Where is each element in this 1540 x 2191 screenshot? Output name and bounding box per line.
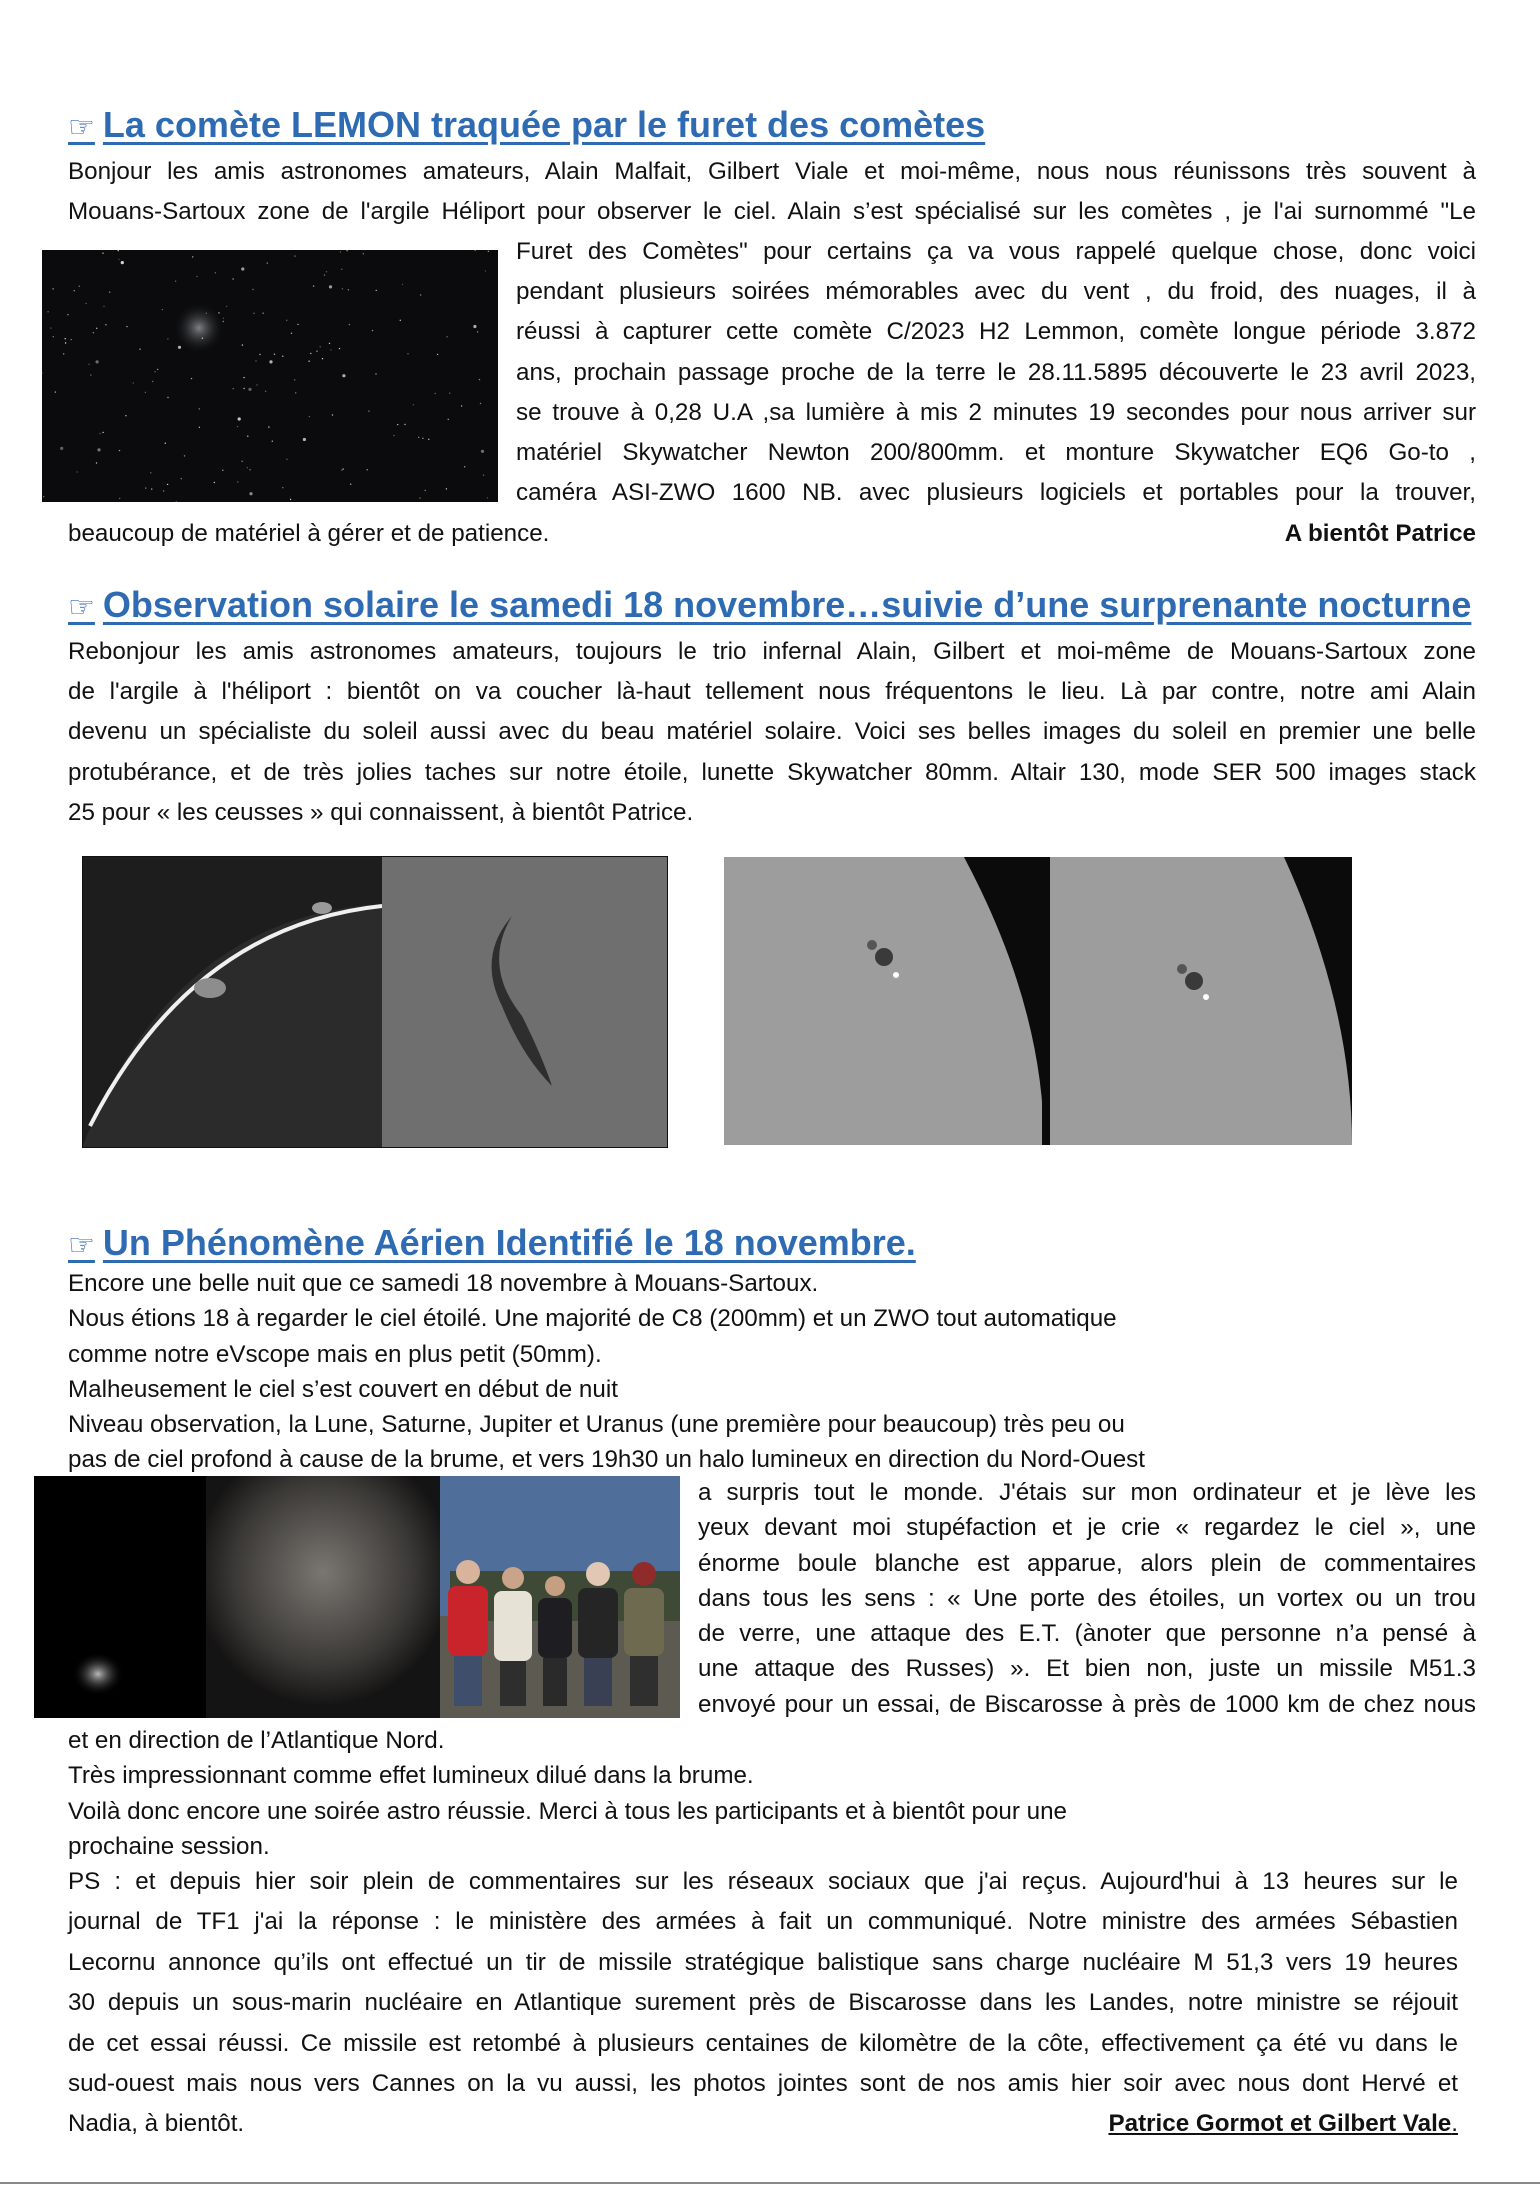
text-line: Nous étions 18 à regarder le ciel étoilé. Une majorité de C8 (200mm) et un ZWO tout automatique — [68, 1305, 1117, 1333]
star — [139, 349, 140, 350]
star — [60, 447, 63, 450]
star — [346, 250, 347, 251]
star — [222, 470, 223, 471]
star — [303, 438, 306, 441]
star — [215, 272, 216, 273]
missile-top-paragraph — [68, 1266, 1368, 1478]
missile-halo-photo — [206, 1476, 440, 1718]
text-line: réussi à capturer cette comète C/2023 H2 Lemmon, comète longue période 3.872 — [516, 318, 1476, 346]
star — [121, 261, 124, 264]
text-line: Rebonjour les amis astronomes amateurs, toujours le trio infernal Alain, Gilbert et moi-même de Mouans-Sartoux zone — [68, 638, 1476, 665]
star — [397, 424, 398, 425]
star — [90, 374, 91, 375]
star — [247, 436, 248, 437]
star — [310, 353, 311, 354]
star — [77, 471, 78, 472]
star — [118, 259, 119, 260]
star — [233, 388, 234, 389]
star — [488, 251, 489, 252]
missile-heading-text: Un Phénomène Aérien Identifié le 18 novembre. — [102, 1222, 916, 1263]
star — [133, 382, 134, 383]
star — [418, 437, 419, 438]
text-line: une attaque des Russes) ». Et bien non, juste un missile M51.3 — [698, 1655, 1476, 1683]
star — [473, 325, 476, 328]
text-line: matériel Skywatcher Newton 200/800mm. et monture Skywatcher EQ6 Go-to , — [516, 439, 1476, 467]
star — [286, 320, 287, 321]
solar-prominence-graphic — [82, 856, 668, 1148]
star — [43, 496, 44, 497]
text-line: sud-ouest mais nous vers Cannes on la vu aussi, les photos jointes sont de nos amis hier soir avec nous dont Hervé et — [68, 2070, 1458, 2098]
star — [175, 281, 176, 282]
missile-glow-graphic — [34, 1476, 206, 1718]
text-line: se trouve à 0,28 U.A ,sa lumière à mis 2 minutes 19 secondes pour nous arriver sur — [516, 398, 1476, 426]
star — [425, 490, 426, 491]
star — [242, 344, 243, 345]
text-line: Bonjour les amis astronomes amateurs, Alain Malfait, Gilbert Viale et moi-même, nous nous réunissons très souvent à — [68, 158, 1476, 185]
star — [428, 439, 429, 440]
star — [85, 303, 86, 304]
solar-section-heading — [68, 584, 1471, 626]
star — [262, 313, 263, 314]
comet-heading-text: La comète LEMON traquée par le furet des comètes — [102, 104, 986, 145]
star — [340, 251, 341, 252]
star — [349, 324, 350, 325]
star — [272, 441, 273, 442]
star — [93, 332, 94, 333]
star — [324, 274, 325, 275]
star — [97, 448, 100, 451]
star — [375, 373, 376, 374]
star — [181, 478, 182, 479]
star — [109, 292, 110, 293]
star — [99, 433, 100, 434]
star — [485, 270, 486, 271]
star — [291, 333, 292, 334]
star — [88, 364, 89, 365]
star — [294, 255, 295, 256]
star — [437, 354, 438, 355]
text-line: PS : et depuis hier soir plein de commentaires sur les réseaux sociaux que j'ai reçus. Aujourd'hui à 13 heures sur le — [68, 1868, 1458, 1895]
text-line: Mouans-Sartoux zone de l'argile Héliport pour observer le ciel. Alain s’est spécialisé sur les comètes , je l'ai surnommé "Le — [68, 198, 1476, 226]
star — [53, 336, 54, 337]
star — [199, 408, 200, 409]
star — [481, 450, 484, 453]
text-line: Lecornu annonce qu’ils ont effectué un tir de missile stratégique balistique sans charge nucléaire M 51,3 vers 19 heures — [68, 1948, 1458, 1976]
star — [154, 371, 155, 372]
text-line: 25 pour « les ceusses » qui connaissent, à bientôt Patrice. — [68, 798, 694, 826]
solar-heading-text: Observation solaire le samedi 18 novembre…suivie d’une surprenante nocturne — [102, 584, 1472, 625]
star — [151, 488, 152, 489]
text-line: de l'argile à l'héliport : bientôt on va coucher là-haut tellement nous fréquentons le lieu. Là par contre, notre ami Alain — [68, 678, 1476, 706]
star — [480, 403, 481, 404]
star — [199, 427, 200, 428]
star — [286, 459, 287, 460]
star — [252, 289, 253, 290]
star — [223, 318, 224, 319]
text-line: Encore une belle nuit que ce samedi 18 novembre à Mouans-Sartoux. — [68, 1270, 819, 1297]
star — [52, 288, 53, 289]
star — [152, 381, 153, 382]
text-line: protubérance, et de très jolies taches sur notre étoile, lunette Skywatcher 80mm. Altair 130, mode SER 500 images stack — [68, 758, 1476, 786]
star — [226, 306, 227, 307]
star — [79, 286, 80, 287]
star — [420, 294, 421, 295]
star — [290, 499, 291, 500]
star — [71, 339, 72, 340]
star — [241, 461, 242, 462]
star — [214, 482, 215, 483]
missile-signature: Patrice Gormot et Gilbert Vale — [1108, 2110, 1452, 2137]
star — [320, 346, 321, 347]
pointing-hand-icon: ☞ — [68, 1229, 95, 1262]
star — [119, 450, 120, 451]
comet-wrap-paragraph — [516, 232, 1476, 513]
text-line: pas de ciel profond à cause de la brume, et vers 19h30 un halo lumineux en direction du Nord-Ouest — [68, 1446, 1145, 1474]
star — [241, 267, 244, 270]
star — [294, 379, 295, 380]
star — [247, 467, 248, 468]
text-line: a surpris tout le monde. J'étais sur mon ordinateur et je lève les — [698, 1479, 1476, 1506]
star — [274, 354, 275, 355]
star — [232, 278, 233, 279]
star — [96, 360, 99, 363]
star — [65, 338, 66, 339]
text-line: Très impressionnant comme effet lumineux dilué dans la brume. — [68, 1762, 754, 1790]
missile-ps-paragraph — [68, 1862, 1458, 2104]
star — [326, 271, 327, 272]
star — [102, 253, 103, 254]
missile-wrap-paragraph — [698, 1475, 1476, 1722]
star — [167, 484, 168, 485]
text-line: caméra ASI-ZWO 1600 NB. avec plusieurs logiciels et portables pour la trouver, — [516, 479, 1476, 507]
pointing-hand-icon: ☞ — [68, 111, 95, 144]
star — [449, 393, 450, 394]
star — [223, 321, 224, 322]
missile-section-heading — [68, 1222, 916, 1264]
star — [309, 416, 310, 417]
text-line: envoyé pour un essai, de Biscarosse à près de 1000 km de chez nous — [698, 1690, 1476, 1718]
star — [103, 306, 104, 307]
star — [446, 488, 447, 489]
comet-last-line: beaucoup de matériel à gérer et de patience. — [68, 520, 550, 547]
star — [218, 312, 219, 313]
comet-intro-paragraph — [68, 152, 1476, 232]
star — [376, 290, 377, 291]
star — [342, 468, 343, 469]
star — [448, 419, 449, 420]
text-line: journal de TF1 j'ai la réponse : le ministère des armées à fait un communiqué. Notre ministre des armées Sébastien — [68, 1908, 1458, 1936]
bottom-divider — [0, 2182, 1540, 2184]
star — [65, 342, 66, 343]
comet-closing-row — [68, 514, 1476, 554]
star — [63, 353, 64, 354]
star — [348, 289, 349, 290]
star — [446, 336, 447, 337]
star — [184, 455, 185, 456]
star — [295, 392, 296, 393]
star — [316, 351, 317, 352]
text-line: 30 depuis un sous-marin nucléaire en Atlantique surement près de Biscarosse dans les Landes, notre ministre se réjouit — [68, 1989, 1458, 2017]
star — [256, 384, 257, 385]
star — [419, 497, 420, 498]
star — [125, 415, 126, 416]
star — [313, 285, 314, 286]
star — [50, 327, 51, 328]
star — [461, 405, 462, 406]
star — [342, 288, 343, 289]
star — [483, 475, 484, 476]
text-line: Voilà donc encore une soirée astro réussie. Merci à tous les participants et à bientôt pour une — [68, 1797, 1067, 1825]
star — [178, 346, 181, 349]
comet-signature: A bientôt Patrice — [1284, 520, 1476, 547]
text-line: comme notre eVscope mais en plus petit (50mm). — [68, 1340, 602, 1368]
star — [308, 361, 309, 362]
star — [297, 324, 298, 325]
comet-section-heading — [68, 104, 985, 146]
group-photo — [440, 1476, 680, 1718]
star — [255, 360, 256, 361]
group-people-graphic — [440, 1476, 680, 1718]
star — [259, 354, 260, 355]
star — [192, 256, 193, 257]
star — [249, 469, 250, 470]
star — [341, 269, 342, 270]
star — [206, 313, 207, 314]
star — [150, 472, 151, 473]
star — [330, 349, 331, 350]
text-line: énorme boule blanche est apparue, alors plein de commentaires — [698, 1549, 1476, 1577]
missile-light-small-photo — [34, 1476, 206, 1718]
star — [368, 410, 369, 411]
star — [55, 391, 56, 392]
star — [74, 290, 75, 291]
star — [367, 469, 368, 470]
star — [268, 426, 269, 427]
text-line: et en direction de l’Atlantique Nord. — [68, 1727, 445, 1754]
star — [119, 498, 120, 499]
comet-photo — [42, 250, 498, 502]
star — [393, 435, 394, 436]
text-line: Malheusement le ciel s’est couvert en début de nuit — [68, 1375, 618, 1403]
star — [145, 392, 146, 393]
star — [435, 393, 436, 394]
solar-paragraph — [68, 632, 1476, 833]
text-line: de verre, une attaque des E.T. (ànoter que personne n’a pensé à — [698, 1620, 1476, 1648]
star — [253, 313, 254, 314]
star — [167, 397, 168, 398]
star — [400, 320, 401, 321]
text-line: dans tous les sens : « Une porte des étoiles, un vortex ou un trou — [698, 1584, 1476, 1612]
star — [248, 388, 251, 391]
star — [202, 338, 203, 339]
star — [422, 438, 423, 439]
star — [167, 338, 168, 339]
star — [118, 250, 119, 251]
star — [102, 432, 103, 433]
star — [363, 253, 364, 254]
star — [145, 487, 146, 488]
star — [269, 360, 272, 363]
star — [265, 391, 266, 392]
star — [282, 356, 283, 357]
star — [339, 348, 340, 349]
missile-signature-period: . — [1451, 2110, 1458, 2137]
star — [477, 331, 478, 332]
solar-spots-graphic — [724, 857, 1352, 1145]
missile-after-paragraph — [68, 1723, 1368, 1864]
star — [267, 262, 268, 263]
star — [329, 285, 332, 288]
star — [237, 426, 238, 427]
text-line: devenu un spécialiste du soleil aussi avec du beau matériel solaire. Voici ses belles images du soleil en premier une belle — [68, 718, 1476, 746]
star — [191, 378, 192, 379]
star — [96, 462, 97, 463]
star — [342, 374, 345, 377]
star — [282, 487, 283, 488]
star — [105, 324, 106, 325]
star — [487, 497, 488, 498]
text-line: yeux devant moi stupéfaction et je crie « regardez le ciel », une — [698, 1514, 1476, 1542]
text-line: ans, prochain passage proche de la terre le 28.11.5895 découverte le 23 avril 2023, — [516, 358, 1476, 386]
star — [243, 377, 244, 378]
star — [163, 490, 164, 491]
star — [341, 470, 342, 471]
star — [479, 379, 480, 380]
text-line: de cet essai réussi. Ce missile est retombé à plusieurs centaines de kilomètre de la côte, effectivement ça été vu dans le — [68, 2029, 1458, 2057]
star — [249, 492, 252, 495]
star — [332, 414, 333, 415]
text-line: prochaine session. — [68, 1832, 270, 1860]
star — [322, 358, 323, 359]
star — [372, 330, 373, 331]
star — [196, 276, 197, 277]
star — [350, 484, 351, 485]
comet-starfield-graphic — [42, 250, 498, 502]
star — [162, 309, 163, 310]
star — [96, 328, 97, 329]
star — [329, 343, 330, 344]
text-line: pendant plusieurs soirées mémorables avec du vent , du froid, des nuages, il à — [516, 278, 1476, 306]
star — [237, 481, 238, 482]
star — [47, 311, 48, 312]
star — [402, 284, 403, 285]
solar-prominence-photos — [82, 856, 668, 1148]
missile-closing-row — [68, 2104, 1458, 2144]
star — [404, 424, 405, 425]
solar-spots-photos — [724, 857, 1352, 1145]
text-line: Furet des Comètes" pour certains ça va vous rappelé quelque chose, donc voici — [516, 238, 1476, 265]
star — [464, 466, 465, 467]
star — [407, 353, 408, 354]
missile-last-line: Nadia, à bientôt. — [68, 2110, 245, 2137]
pointing-hand-icon: ☞ — [68, 591, 95, 624]
star — [126, 326, 127, 327]
missile-halo-graphic — [206, 1476, 440, 1718]
star — [67, 314, 68, 315]
star — [243, 388, 244, 389]
text-line: Niveau observation, la Lune, Saturne, Jupiter et Uranus (une première pour beaucoup) très peu ou — [68, 1411, 1125, 1439]
star — [157, 369, 158, 370]
star — [238, 417, 241, 420]
star — [165, 443, 166, 444]
star — [413, 404, 414, 405]
